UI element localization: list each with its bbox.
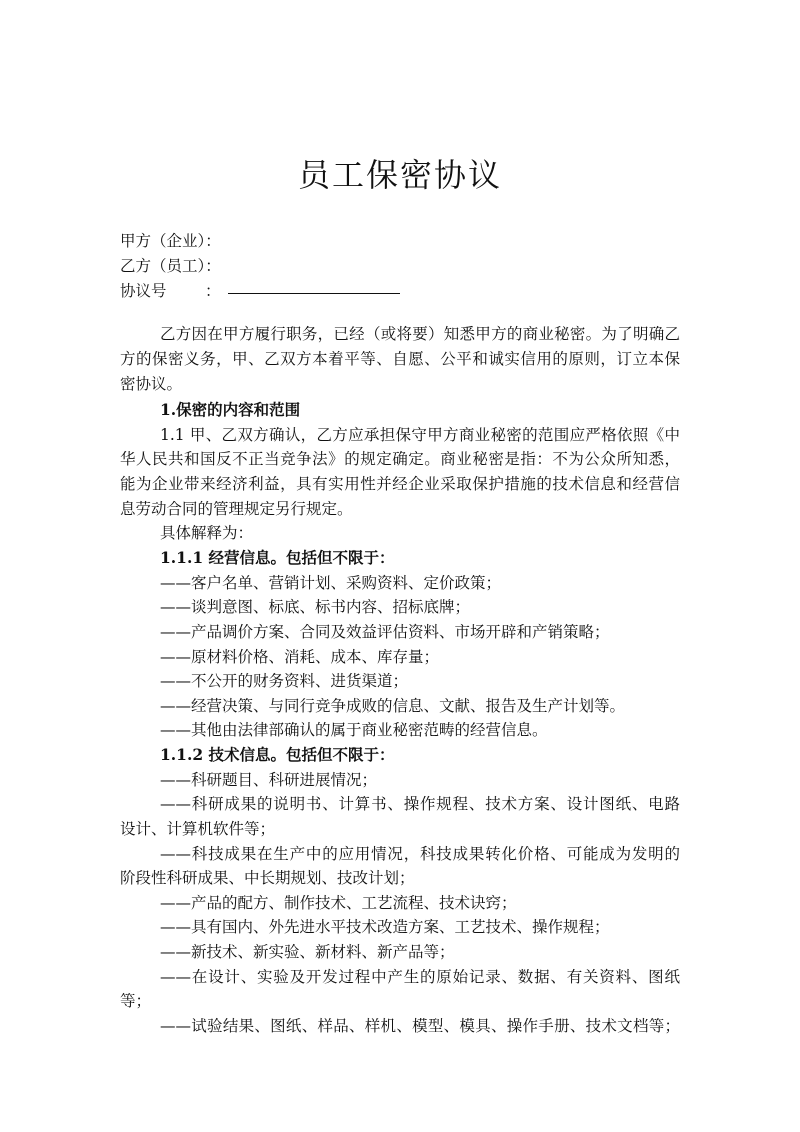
party-b-label: 乙方（员工）： xyxy=(120,257,221,275)
section-heading: 1.保密的内容和范围 xyxy=(160,400,301,419)
list-item: ——科研成果的说明书、计算书、操作规程、技术方案、设计图纸、电路 xyxy=(160,795,680,813)
list-item: ——科技成果在生产中的应用情况，科技成果转化价格、可能成为发明的 xyxy=(160,845,680,863)
intro-line: 方的保密义务，甲、乙双方本着平等、自愿、公平和诚实信用的原则，订立本保 xyxy=(120,350,680,368)
clause-line: 息劳动合同的管理规定另行规定。 xyxy=(120,500,353,518)
subsection-heading: 1.1.2 技术信息。包括但不限于： xyxy=(160,745,395,764)
intro-line: 密协议。 xyxy=(120,375,183,393)
list-item: ——原材料价格、消耗、成本、库存量； xyxy=(160,648,440,666)
page-title: 员工保密协议 xyxy=(297,156,502,194)
list-item: ——新技术、新实验、新材料、新产品等； xyxy=(160,943,455,961)
list-item: ——科研题目、科研进展情况； xyxy=(160,771,378,789)
list-item: ——不公开的财务资料、进货渠道； xyxy=(160,672,409,690)
list-item: 设计、计算机软件等； xyxy=(120,820,276,838)
list-item: ——在设计、实验及开发过程中产生的原始记录、数据、有关资料、图纸 xyxy=(160,968,680,986)
list-item: ——试验结果、图纸、样品、样机、模型、模具、操作手册、技术文档等； xyxy=(160,1017,680,1035)
list-item: ——谈判意图、标底、标书内容、招标底牌； xyxy=(160,598,471,616)
list-item: 阶段性科研成果、中长期规划、技改计划； xyxy=(120,869,415,887)
clause-line: 华人民共和国反不正当竞争法》的规定确定。商业秘密是指：不为公众所知悉， xyxy=(120,450,680,468)
list-item: ——产品的配方、制作技术、工艺流程、技术诀窍； xyxy=(160,894,517,912)
party-a-label: 甲方（企业）： xyxy=(120,232,221,250)
list-item: ——产品调价方案、合同及效益评估资料、市场开辟和产销策略； xyxy=(160,623,610,641)
clause-line: 能为企业带来经济利益，具有实用性并经企业采取保护措施的技术信息和经营信 xyxy=(120,475,680,493)
clause-line: 1.1 甲、乙双方确认，乙方应承担保守甲方商业秘密的范围应严格依照《中 xyxy=(160,426,680,444)
agreement-no-colon: ： xyxy=(205,282,221,300)
subsection-heading: 1.1.1 经营信息。包括但不限于： xyxy=(160,548,395,567)
list-item: ——其他由法律部确认的属于商业秘密范畴的经营信息。 xyxy=(160,721,548,739)
list-item: ——具有国内、外先进水平技术改造方案、工艺技术、操作规程； xyxy=(160,918,610,936)
agreement-no-blank-line xyxy=(228,293,400,294)
list-item: ——经营决策、与同行竞争成败的信息、文献、报告及生产计划等。 xyxy=(160,697,626,715)
agreement-no-label: 协议号 xyxy=(120,282,167,300)
intro-line: 乙方因在甲方履行职务，已经（或将要）知悉甲方的商业秘密。为了明确乙 xyxy=(160,325,680,343)
explain-intro: 具体解释为： xyxy=(160,524,254,542)
list-item: 等； xyxy=(120,992,152,1010)
list-item: ——客户名单、营销计划、采购资料、定价政策； xyxy=(160,574,502,592)
